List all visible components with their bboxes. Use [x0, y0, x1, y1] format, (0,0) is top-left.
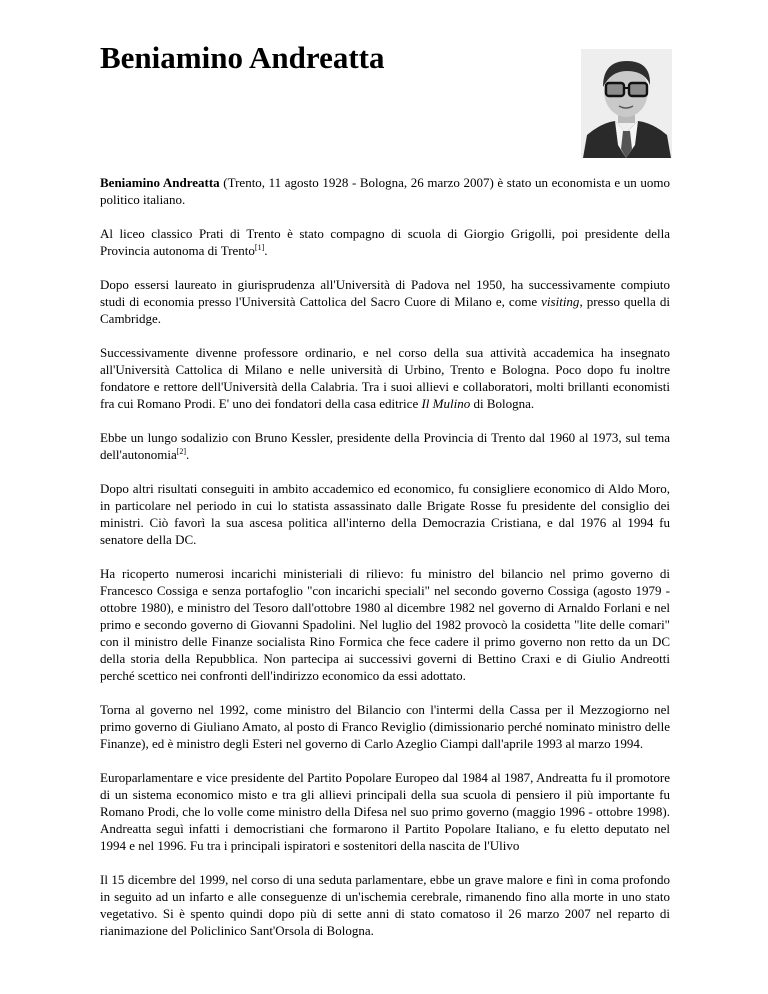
paragraph-illness: Il 15 dicembre del 1999, nel corso di una seduta parlamentare, ebbe un grave malore e finì in coma profondo in seguito ad un infarto e alle conseguenze di un'ischemia cerebrale, rimanendo fino alla morte in uno stato vegetativo. Si è spento quindi dopo più di sette anni di stato comatoso il 26 marzo 2007 nel reparto di rianimazione del Policlinico Sant'Orsola di Bologna.: [100, 872, 670, 938]
subject-name: Beniamino Andreatta: [100, 175, 220, 190]
page-title: Beniamino Andreatta: [100, 40, 385, 75]
portrait-photo: [581, 49, 672, 158]
paragraph-ministries: Ha ricoperto numerosi incarichi ministeriali di rilievo: fu ministro del bilancio nel primo governo di Francesco Cossiga e senza portafoglio "con incarichi speciali" nel secondo governo Cossiga (agosto 1979 - ottobre 1980), e ministro del Tesoro dall'ottobre 1980 al dicembre 1982 nel governo di Arnaldo Forlani e nel primo e secondo governo di Giovanni Spadolini. Nel luglio del 1982 provocò la cosidetta "lite delle comari" con il ministro delle Finanze socialista Rino Formica che fece cadere il primo governo non retto da un DC della storia della Repubblica. Non partecipa ai successivi governi di Bettino Craxi e di Giulio Andreotti perché scettico nei confronti dell'indirizzo economico da essi adottato.: [100, 566, 670, 683]
paragraph-academic: Successivamente divenne professore ordinario, e nel corso della sua attività accademica ha insegnato all'Università Cattolica di Milano e nelle università di Urbino, Trento e Bologna. Poco dopo fu inoltre fondatore e rettore dell'Università della Calabria. Tra i suoi allievi e collaboratori, molti brillanti economisti fra cui Romano Prodi. E' uno dei fondatori della casa editrice Il Mulino di Bologna.: [100, 345, 670, 411]
footnote-ref-1[interactable]: [1]: [254, 243, 265, 252]
paragraph-government-1992: Torna al governo nel 1992, come ministro del Bilancio con l'intermi della Cassa per il Mezzogiorno nel primo governo di Giuliano Amato, al posto di Franco Reviglio (dimissionario perché nominato ministro delle Finanze), ed è ministro degli Esteri nel governo di Carlo Azeglio Ciampi dall'aprile 1993 al marzo 1994.: [100, 702, 670, 751]
paragraph-education: Dopo essersi laureato in giurisprudenza all'Università di Padova nel 1950, ha successivamente compiuto studi di economia presso l'Università Cattolica del Sacro Cuore di Milano e, come visiting, presso quella di Cambridge.: [100, 277, 670, 326]
paragraph-school: Al liceo classico Prati di Trento è stato compagno di scuola di Giorgio Grigolli, poi presidente della Provincia autonoma di Trento[1].: [100, 226, 670, 258]
article-body: [100, 174, 670, 956]
portrait-icon: [581, 49, 672, 158]
paragraph-moro: Dopo altri risultati conseguiti in ambito accademico ed economico, fu consigliere economico di Aldo Moro, in particolare nel periodo in cui lo statista assassinato dalle Brigate Rosse fu presidente del consiglio dei ministri. Ciò favorì la sua ascesa politica all'interno della Democrazia Cristiana, e dal 1976 al 1994 fu senatore della DC.: [100, 481, 670, 547]
paragraph-kessler: Ebbe un lungo sodalizio con Bruno Kessler, presidente della Provincia di Trento dal 1960 al 1973, sul tema dell'autonomia[2].: [100, 430, 670, 462]
paragraph-europarliament: Europarlamentare e vice presidente del Partito Popolare Europeo dal 1984 al 1987, Andreatta fu il promotore di un sistema economico misto e tra gli allievi principali della sua scuola di pensiero il più importante fu Romano Prodi, che lo volle come ministro della Difesa nel suo primo governo (maggio 1996 - ottobre 1998). Andreatta seguì infatti i democristiani che formarono il Partito Popolare Italiano, e fu eletto deputato nel 1994 e nel 1996. Fu tra i principali ispiratori e sostenitori della nascita de l'Ulivo: [100, 770, 670, 853]
paragraph-intro: Beniamino Andreatta (Trento, 11 agosto 1928 - Bologna, 26 marzo 2007) è stato un economista e un uomo politico italiano.: [100, 175, 670, 207]
footnote-ref-2[interactable]: [2]: [176, 447, 187, 456]
